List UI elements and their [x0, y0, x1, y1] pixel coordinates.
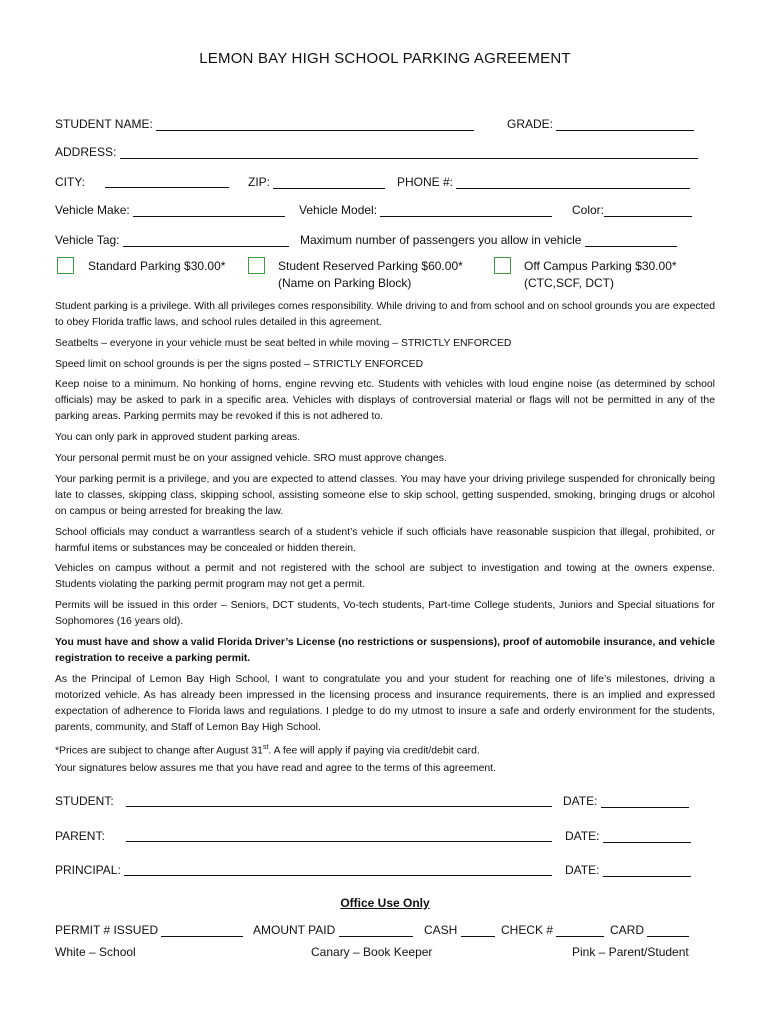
- amount-paid-line[interactable]: [339, 924, 413, 937]
- color-line[interactable]: [604, 204, 692, 217]
- paragraph-principal-message: As the Principal of Lemon Bay High School, I want to congratulate you and your student for reaching one of life’s milestones, driving a motorized vehicle. As has already been impressed in the licensing process and insurance requirements, there is an implied and expressed expectation of adherence to Florida laws and regulations. I pledge to do my utmost to insure a safe and orderly environment for the students, parents, community, and Staff of Lemon Bay High School.: [55, 674, 715, 733]
- student-signature-label: STUDENT:: [55, 794, 114, 808]
- vehicle-model-field[interactable]: [299, 203, 552, 217]
- reserved-parking-note: (Name on Parking Block): [278, 276, 412, 290]
- paragraph-issue-order: Permits will be issued in this order – Seniors, DCT students, Vo-tech students, Part-time College students, Juniors and Special situations for Sophomores (16 years old).: [55, 600, 715, 627]
- paragraph-attend-classes: Your parking permit is a privilege, and you are expected to attend classes. You may have your driving privilege suspended for chronically being late to classes, skipping class, skipping school, assisting someone else to skip school, getting suspended, smoking, bringing drugs or alcohol on campus or being arrested for breaking the law.: [55, 474, 715, 517]
- cash-label: CASH: [424, 923, 458, 937]
- zip-line[interactable]: [273, 176, 385, 189]
- student-signature-line[interactable]: [126, 794, 552, 807]
- grade-label: GRADE:: [507, 117, 554, 131]
- address-field[interactable]: [55, 145, 698, 159]
- check-field[interactable]: [501, 923, 604, 937]
- paragraph-license-requirement: You must have and show a valid Florida Driver’s License (no restrictions or suspensions), proof of automobile insurance, and vehicle registration to receive a parking permit.: [55, 637, 715, 664]
- city-line[interactable]: [105, 175, 229, 188]
- phone-label: PHONE #:: [397, 175, 454, 189]
- principal-date-label: DATE:: [565, 863, 600, 877]
- paragraph-towing: Vehicles on campus without a permit and not registered with the school are subject to investigation and towing at the owners expense. Students violating the parking permit program may not get a permit.: [55, 563, 715, 590]
- check-line[interactable]: [556, 924, 604, 937]
- amount-paid-label: AMOUNT PAID: [253, 923, 336, 937]
- grade-line[interactable]: [556, 118, 694, 131]
- principal-date-line[interactable]: [603, 864, 691, 877]
- paragraph-speed-limit: Speed limit on school grounds is per the signs posted – STRICTLY ENFORCED: [55, 359, 424, 370]
- address-label: ADDRESS:: [55, 145, 117, 159]
- student-date-field[interactable]: [563, 794, 689, 808]
- city-label: CITY:: [55, 175, 86, 189]
- card-line[interactable]: [647, 924, 689, 937]
- standard-parking-label: Standard Parking $30.00*: [88, 259, 226, 273]
- card-field[interactable]: [610, 923, 689, 937]
- off-campus-parking-label: Off Campus Parking $30.00*: [524, 259, 677, 273]
- cash-field[interactable]: [424, 923, 495, 937]
- phone-line[interactable]: [456, 176, 690, 189]
- vehicle-make-line[interactable]: [133, 204, 285, 217]
- reserved-parking-label: Student Reserved Parking $60.00*: [278, 259, 463, 273]
- principal-signature-label: PRINCIPAL:: [55, 863, 121, 877]
- parent-signature-label: PARENT:: [55, 829, 105, 843]
- address-line[interactable]: [120, 146, 698, 159]
- vehicle-tag-label: Vehicle Tag:: [55, 233, 120, 247]
- off-campus-parking-note: (CTC,SCF, DCT): [524, 276, 614, 290]
- paragraph-signature-agreement: Your signatures below assures me that you have read and agree to the terms of this agreement.: [55, 763, 496, 774]
- student-name-line[interactable]: [156, 118, 474, 131]
- parent-signature-line[interactable]: [126, 829, 552, 842]
- paragraph-seatbelts: Seatbelts – everyone in your vehicle must be seat belted in while moving – STRICTLY ENFORCED: [55, 338, 512, 349]
- zip-field[interactable]: [248, 175, 385, 189]
- principal-date-field[interactable]: [565, 863, 691, 877]
- paragraph-noise: Keep noise to a minimum. No honking of horns, engine revving etc. Students with vehicles with loud engine noise (as determined by school officials) may be asked to park in a specific area. Vehicles with displays of controversial material or flags will not be permitted in any of the parking areas. Parking permits may be revoked if this is not adhered to.: [55, 379, 715, 422]
- standard-parking-checkbox[interactable]: [57, 257, 74, 274]
- grade-field[interactable]: [507, 117, 694, 131]
- color-field[interactable]: [572, 203, 692, 217]
- amount-paid-field[interactable]: [253, 923, 413, 937]
- max-passengers-label: Maximum number of passengers you allow in vehicle: [300, 233, 582, 247]
- phone-field[interactable]: [397, 175, 690, 189]
- copy-white-school: White – School: [55, 945, 136, 959]
- color-label: Color:: [572, 203, 605, 217]
- parent-date-field[interactable]: [565, 829, 691, 843]
- vehicle-model-line[interactable]: [380, 204, 552, 217]
- copy-pink-parent-student: Pink – Parent/Student: [572, 945, 689, 959]
- paragraph-price-note: [55, 740, 715, 759]
- permit-issued-field[interactable]: [55, 923, 243, 937]
- parent-date-line[interactable]: [603, 830, 691, 843]
- permit-issued-label: PERMIT # ISSUED: [55, 923, 159, 937]
- page-title: LEMON BAY HIGH SCHOOL PARKING AGREEMENT: [199, 50, 571, 67]
- student-date-label: DATE:: [563, 794, 598, 808]
- copy-canary-book-keeper: Canary – Book Keeper: [311, 945, 433, 959]
- paragraph-approved-areas: You can only park in approved student parking areas.: [55, 432, 301, 443]
- max-passengers-field[interactable]: [300, 233, 677, 247]
- check-label: CHECK #: [501, 923, 554, 937]
- office-use-heading: Office Use Only: [340, 896, 430, 910]
- permit-issued-line[interactable]: [161, 924, 243, 937]
- student-name-label: STUDENT NAME:: [55, 117, 153, 131]
- price-note-sup: st: [262, 744, 269, 751]
- reserved-parking-checkbox[interactable]: [248, 257, 265, 274]
- off-campus-parking-checkbox[interactable]: [494, 257, 511, 274]
- paragraph-search: School officials may conduct a warrantless search of a student’s vehicle if such officials have reasonable suspicion that illegal, prohibited, or harmful items or substances may be concealed or hidden therein.: [55, 527, 715, 554]
- student-date-line[interactable]: [601, 795, 689, 808]
- vehicle-tag-line[interactable]: [123, 234, 289, 247]
- paragraph-privilege: Student parking is a privilege. With all privileges comes responsibility. While driving to and from school and on school grounds you are expected to obey Florida traffic laws, and school rules detailed in this agreement.: [55, 301, 715, 328]
- price-note-text: *Prices are subject to change after August 31: [55, 745, 263, 757]
- max-passengers-line[interactable]: [585, 234, 677, 247]
- parent-date-label: DATE:: [565, 829, 600, 843]
- zip-label: ZIP:: [248, 175, 271, 189]
- principal-signature-line[interactable]: [124, 863, 552, 876]
- vehicle-model-label: Vehicle Model:: [299, 203, 378, 217]
- vehicle-make-field[interactable]: [55, 203, 285, 217]
- vehicle-tag-field[interactable]: [55, 233, 289, 247]
- vehicle-make-label: Vehicle Make:: [55, 203, 130, 217]
- student-name-field[interactable]: [55, 117, 474, 131]
- price-note-fee: . A fee will apply if paying via credit/debit card.: [268, 745, 480, 757]
- cash-line[interactable]: [461, 924, 495, 937]
- paragraph-personal-permit: Your personal permit must be on your assigned vehicle. SRO must approve changes.: [55, 453, 447, 464]
- card-label: CARD: [610, 923, 645, 937]
